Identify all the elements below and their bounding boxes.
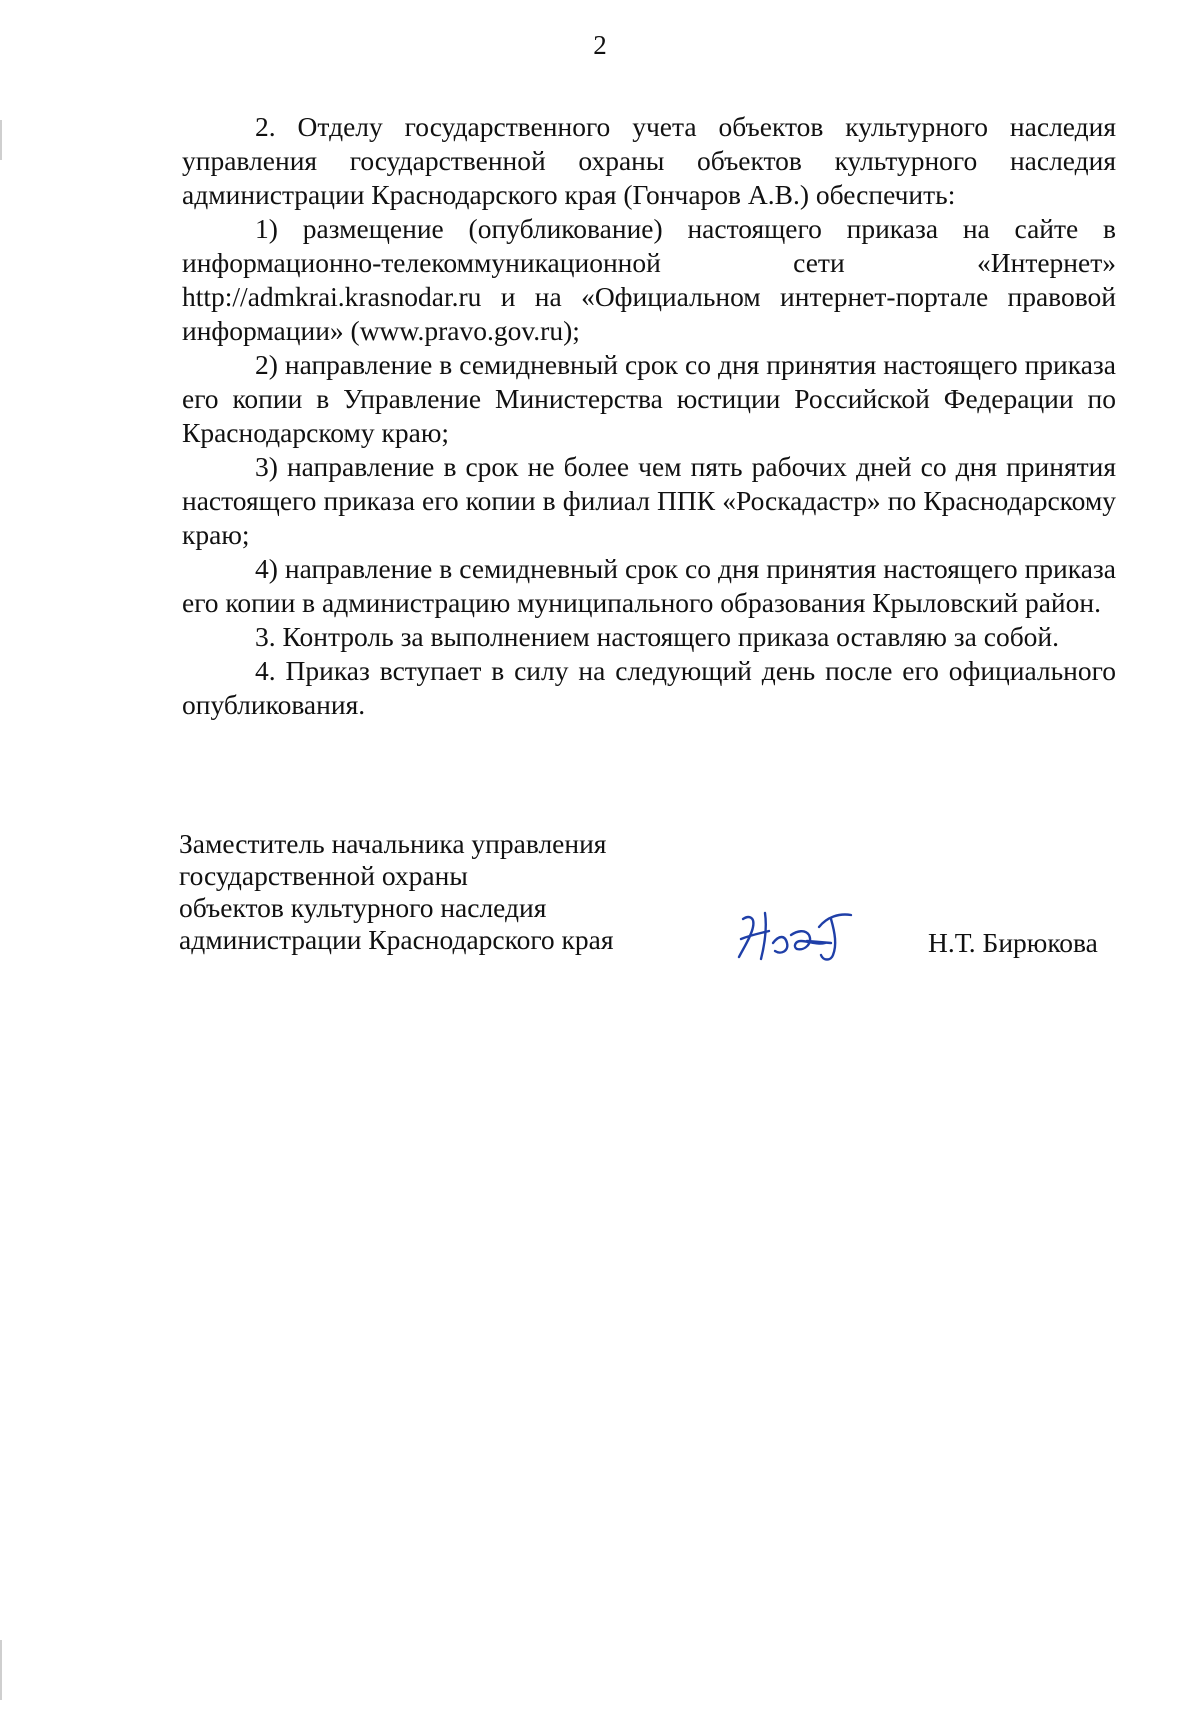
position-line: администрации Краснодарского края: [179, 924, 614, 955]
subparagraph-4: 4) направление в семидневный срок со дня принятия настоящего приказа его копии в администрацию муниципального образования Крыловский район.: [182, 553, 1116, 618]
subparagraph-3: 3) направление в срок не более чем пять рабочих дней со дня принятия настоящего приказа его копии в филиал ППК «Роскадастр» по Краснодарскому краю;: [182, 451, 1116, 550]
position-line: Заместитель начальника управления: [179, 828, 607, 859]
position-line: государственной охраны: [179, 860, 468, 891]
scan-edge-mark: [0, 1640, 2, 1700]
paragraph-item-4: 4. Приказ вступает в силу на следующий день после его официального опубликования.: [182, 655, 1116, 720]
signature-strokes: [739, 913, 851, 960]
subparagraph-1: 1) размещение (опубликование) настоящего приказа на сайте в информационно-телекоммуникационной сети «Интернет» http://admkrai.krasnodar.ru и на «Официальном интернет-портале правовой информации» (www.pravo.gov.ru);: [182, 213, 1116, 346]
signer-name: Н.Т. Бирюкова: [928, 927, 1098, 958]
handwritten-signature: [735, 905, 865, 967]
subparagraph-2: 2) направление в семидневный срок со дня принятия настоящего приказа его копии в Управление Министерства юстиции Российской Федерации по Краснодарскому краю;: [182, 349, 1116, 448]
position-line: объектов культурного наследия: [179, 892, 547, 923]
paragraph-item-2: 2. Отделу государственного учета объектов культурного наследия управления государственной охраны объектов культурного наследия администрации Краснодарского края (Гончаров А.В.) обеспечить:: [182, 111, 1116, 210]
signatory-position: [179, 828, 614, 956]
scan-edge-mark: [0, 120, 2, 160]
document-body: [182, 110, 1116, 722]
page-number: 2: [593, 30, 607, 60]
paragraph-item-3: 3. Контроль за выполнением настоящего приказа оставляю за собой.: [255, 621, 1060, 652]
